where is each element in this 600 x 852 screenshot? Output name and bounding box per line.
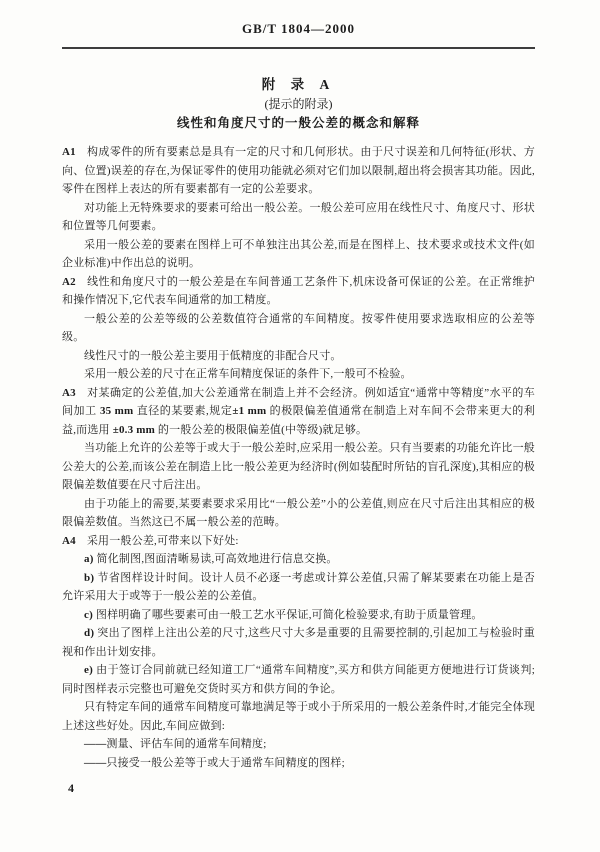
body-text: 采用一般公差,可带来以下好处:: [86, 534, 239, 547]
body-text: 突出了图样上注出公差的尺寸,这些尺寸大多是重要的且需要控制的,引起加工与检验时重视和作出计划安排。: [62, 627, 535, 658]
page-number: 4: [68, 781, 74, 795]
emphasis-text: ——: [84, 756, 107, 769]
paragraph: [62, 236, 535, 273]
paragraph: [62, 606, 535, 625]
clause-label: A2: [62, 275, 76, 288]
body-text: 的一般公差的极限偏差值(中等级)就足够。: [154, 423, 368, 436]
header-rule: [62, 47, 535, 49]
paragraph: [62, 199, 535, 236]
paragraph: [62, 347, 535, 366]
clause-label: A3: [62, 386, 76, 399]
paragraph: [62, 143, 535, 199]
paragraph: [62, 532, 535, 551]
clause-label: A1: [62, 146, 76, 158]
body-text: 对某确定的公差值,加大公差通常在制造上并不会经济。例如适宜“通常中等精度”水平的车间加工: [62, 386, 535, 417]
paragraph: [62, 550, 535, 569]
emphasis-text: c): [84, 608, 96, 621]
body-text: 当功能上允许的公差等于或大于一般公差时,应采用一般公差。只有当要素的功能允许比一般公差大的公差,而该公差在制造上比一般公差更为经济时(例如装配时所钻的盲孔深度),其相应的极限偏差数值要在尺寸后注出。: [62, 442, 535, 491]
body-text: 对功能上无特殊要求的要素可给出一般公差。一般公差可应用在线性尺寸、角度尺寸、形状和位置等几何要素。: [62, 201, 535, 232]
body-text: 简化制图,图面清晰易读,可高效地进行信息交换。: [96, 553, 338, 565]
standard-number: GB/T 1804—2000: [241, 21, 356, 36]
body-text: 只有特定车间的通常车间精度可靠地满足等于或小于所采用的一般公差条件时,才能完全体现上述这些好处。因此,车间应做到:: [62, 701, 535, 732]
paragraph: [62, 273, 535, 310]
paragraph: [62, 365, 535, 384]
body-text: 直径的某要素,规定: [133, 405, 233, 417]
body-text: 测量、评估车间的通常车间精度;: [106, 738, 267, 750]
emphasis-text: b): [84, 571, 98, 584]
emphasis-text: ±1 mm: [232, 405, 267, 417]
paragraph: [62, 698, 535, 735]
body-text: 一般公差的公差等级的公差数值符合通常的车间精度。按零件使用要求选取相应的公差等级。: [62, 312, 535, 343]
paragraph: [62, 310, 535, 347]
emphasis-text: ——: [84, 738, 107, 750]
clause-label: A4: [62, 534, 76, 547]
body-text: 采用一般公差的要素在图样上可不单独注出其公差,而是在图样上、技术要求或技术文件(如企业标准)中作出总的说明。: [62, 238, 535, 269]
appendix-subheading: (提示的附录): [264, 97, 333, 111]
emphasis-text: 35 mm: [99, 405, 134, 417]
emphasis-text: d): [84, 627, 98, 639]
paragraph: [62, 569, 535, 606]
body-text: 线性尺寸的一般公差主要用于低精度的非配合尺寸。: [84, 349, 342, 362]
body-text: 节省图样设计时间。设计人员不必逐一考虑或计算公差值,只需了解某要素在功能上是否允许采用大于或等于一般公差的公差值。: [62, 571, 535, 602]
body-text: 构成零件的所有要素总是具有一定的尺寸和几何形状。由于尺寸误差和几何特征(形状、方向、位置)误差的存在,为保证零件的使用功能就必须对它们加以限制,超出将会损害其功能。因此,零件在图样上表达的所有要素都有一定的公差要求。: [62, 146, 535, 195]
body-text: 的极限偏差值通常在制造上对车间不会带来更大的利益,而选用: [62, 405, 535, 436]
paragraph: [62, 735, 535, 754]
emphasis-text: a): [84, 553, 97, 565]
appendix-title: 线性和角度尺寸的一般公差的概念和解释: [176, 116, 420, 130]
body-text: 采用一般公差的尺寸在正常车间精度保证的条件下,一般可不检验。: [84, 368, 412, 380]
appendix-heading-block: [62, 75, 535, 133]
body-text: 只接受一般公差等于或大于通常车间精度的图样;: [106, 756, 345, 769]
body-text: 由于功能上的需要,某要素要求采用比“一般公差”小的公差值,则应在尺寸后注出其相应的极限偏差数值。当然这已不属一般公差的范畴。: [62, 497, 535, 528]
paragraph: [62, 754, 535, 773]
paragraph: [62, 384, 535, 440]
paragraph: [62, 661, 535, 698]
emphasis-text: ±0.3 mm: [112, 423, 155, 436]
paragraph: [62, 624, 535, 661]
body-text: 由于签订合同前就已经知道工厂“通常车间精度”,买方和供方间能更方便地进行订货谈判;同时图样表示完整也可避免交货时买方和供方间的争论。: [62, 664, 535, 695]
paragraph: [62, 495, 535, 532]
body-text: 图样明确了哪些要素可由一般工艺水平保证,可简化检验要求,有助于质量管理。: [95, 608, 483, 621]
paragraph: [62, 439, 535, 495]
body-text: 线性和角度尺寸的一般公差是在车间普通工艺条件下,机床设备可保证的公差。在正常维护和操作情况下,它代表车间通常的加工精度。: [62, 275, 535, 306]
appendix-heading: 附 录 A: [261, 77, 336, 92]
emphasis-text: e): [84, 664, 97, 676]
document-body: [62, 143, 535, 772]
